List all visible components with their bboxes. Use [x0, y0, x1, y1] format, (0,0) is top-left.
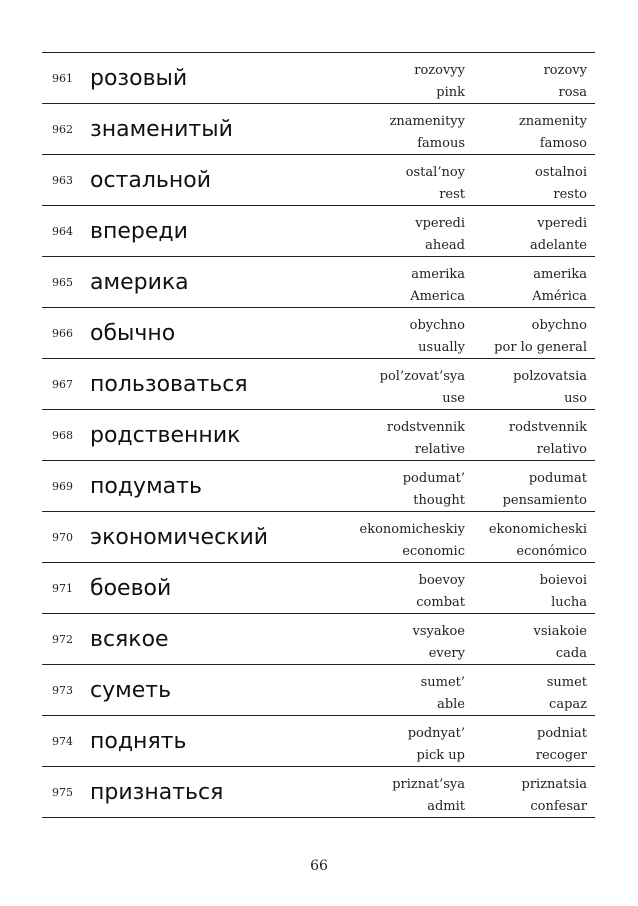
transliteration-english-cell [325, 111, 465, 155]
english-translation: famous [417, 136, 465, 151]
transliteration-spanish-cell [467, 213, 587, 257]
transliteration-english-cell [325, 519, 465, 563]
russian-word: впереди [90, 218, 188, 244]
transliteration-english-cell [325, 60, 465, 104]
english-translation: usually [418, 340, 465, 355]
spanish-translation: por lo general [494, 340, 587, 355]
table-row [42, 104, 595, 155]
transliteration: podnyat’ [407, 726, 465, 741]
english-translation: economic [402, 544, 465, 559]
spanish-transliteration: rozovy [543, 63, 587, 78]
table-row [42, 308, 595, 359]
transliteration-english-cell [325, 774, 465, 818]
transliteration-spanish-cell [467, 723, 587, 767]
spanish-transliteration: ostalnoi [535, 165, 587, 180]
transliteration-english-cell [325, 570, 465, 614]
transliteration: pol’zovat’sya [379, 369, 465, 384]
english-translation: admit [427, 799, 465, 814]
spanish-transliteration: vperedi [537, 216, 587, 231]
spanish-translation: América [532, 289, 587, 304]
transliteration-english-cell [325, 672, 465, 716]
spanish-translation: famoso [539, 136, 587, 151]
transliteration: amerika [411, 267, 465, 282]
spanish-transliteration: podniat [537, 726, 587, 741]
entry-number: 973 [52, 683, 73, 697]
transliteration: podumat’ [402, 471, 465, 486]
transliteration: ostal’noy [405, 165, 465, 180]
transliteration-spanish-cell [467, 774, 587, 818]
transliteration-english-cell [325, 213, 465, 257]
transliteration: znamenityy [389, 114, 465, 129]
transliteration-spanish-cell [467, 162, 587, 206]
spanish-transliteration: sumet [546, 675, 587, 690]
transliteration-spanish-cell [467, 570, 587, 614]
transliteration: vsyakoe [412, 624, 465, 639]
english-translation: every [428, 646, 465, 661]
transliteration-spanish-cell [467, 111, 587, 155]
transliteration: sumet’ [420, 675, 465, 690]
spanish-transliteration: rodstvennik [508, 420, 587, 435]
table-row [42, 461, 595, 512]
spanish-translation: resto [553, 187, 587, 202]
english-translation: pink [436, 85, 465, 100]
russian-word: экономический [90, 524, 269, 550]
table-row [42, 716, 595, 767]
table-row [42, 563, 595, 614]
russian-word: признаться [90, 779, 224, 805]
table-row [42, 53, 595, 104]
russian-word: пользоваться [90, 371, 248, 397]
russian-word: америка [90, 269, 189, 295]
table-row [42, 512, 595, 563]
russian-word: обычно [90, 320, 176, 346]
russian-word: боевой [90, 575, 172, 601]
entry-number: 962 [52, 122, 73, 136]
spanish-translation: adelante [530, 238, 587, 253]
transliteration: obychno [409, 318, 465, 333]
entry-number: 974 [52, 734, 73, 748]
transliteration-english-cell [325, 264, 465, 308]
table-row [42, 665, 595, 716]
entry-number: 968 [52, 428, 73, 442]
entry-number: 970 [52, 530, 73, 544]
spanish-translation: capaz [549, 697, 587, 712]
vocabulary-table [42, 52, 595, 818]
table-row [42, 206, 595, 257]
entry-number: 972 [52, 632, 73, 646]
transliteration-spanish-cell [467, 315, 587, 359]
transliteration-spanish-cell [467, 621, 587, 665]
table-row [42, 614, 595, 665]
spanish-translation: pensamiento [502, 493, 587, 508]
table-row [42, 359, 595, 410]
russian-word: подумать [90, 473, 202, 499]
spanish-translation: relativo [536, 442, 587, 457]
spanish-translation: económico [516, 544, 587, 559]
russian-word: розовый [90, 65, 188, 91]
entry-number: 961 [52, 71, 73, 85]
russian-word: суметь [90, 677, 172, 703]
russian-word: всякое [90, 626, 169, 652]
english-translation: ahead [425, 238, 465, 253]
transliteration-english-cell [325, 723, 465, 767]
spanish-transliteration: znamenity [518, 114, 587, 129]
entry-number: 975 [52, 785, 73, 799]
transliteration: rodstvennik [386, 420, 465, 435]
entry-number: 965 [52, 275, 73, 289]
transliteration-spanish-cell [467, 417, 587, 461]
spanish-translation: confesar [530, 799, 587, 814]
spanish-translation: recoger [535, 748, 587, 763]
transliteration: rozovyy [414, 63, 465, 78]
spanish-transliteration: polzovatsia [513, 369, 587, 384]
spanish-transliteration: ekonomicheski [488, 522, 587, 537]
entry-number: 971 [52, 581, 73, 595]
spanish-translation: lucha [551, 595, 587, 610]
page-number: 66 [310, 858, 328, 874]
transliteration-english-cell [325, 468, 465, 512]
spanish-transliteration: amerika [533, 267, 587, 282]
russian-word: родственник [90, 422, 241, 448]
table-row [42, 155, 595, 206]
russian-word: знаменитый [90, 116, 233, 142]
entry-number: 963 [52, 173, 73, 187]
english-translation: America [410, 289, 465, 304]
russian-word: остальной [90, 167, 212, 193]
transliteration-english-cell [325, 315, 465, 359]
spanish-translation: uso [564, 391, 587, 406]
transliteration-spanish-cell [467, 468, 587, 512]
transliteration-english-cell [325, 162, 465, 206]
transliteration-spanish-cell [467, 264, 587, 308]
spanish-transliteration: vsiakoie [533, 624, 587, 639]
transliteration: priznat’sya [392, 777, 465, 792]
transliteration-english-cell [325, 621, 465, 665]
transliteration-spanish-cell [467, 60, 587, 104]
transliteration: ekonomicheskiy [359, 522, 465, 537]
english-translation: thought [413, 493, 465, 508]
entry-number: 966 [52, 326, 73, 340]
transliteration-english-cell [325, 366, 465, 410]
spanish-transliteration: obychno [531, 318, 587, 333]
spanish-translation: cada [555, 646, 587, 661]
english-translation: combat [416, 595, 465, 610]
transliteration: boevoy [418, 573, 465, 588]
english-translation: use [442, 391, 465, 406]
spanish-transliteration: podumat [528, 471, 587, 486]
english-translation: rest [439, 187, 465, 202]
english-translation: pick up [416, 748, 465, 763]
spanish-translation: rosa [558, 85, 587, 100]
transliteration-english-cell [325, 417, 465, 461]
spanish-transliteration: priznatsia [521, 777, 587, 792]
spanish-transliteration: boievoi [539, 573, 587, 588]
english-translation: able [437, 697, 465, 712]
transliteration: vperedi [415, 216, 465, 231]
table-row [42, 410, 595, 461]
transliteration-spanish-cell [467, 672, 587, 716]
russian-word: поднять [90, 728, 187, 754]
english-translation: relative [414, 442, 465, 457]
table-row [42, 257, 595, 308]
entry-number: 969 [52, 479, 73, 493]
table-row [42, 767, 595, 818]
transliteration-spanish-cell [467, 519, 587, 563]
transliteration-spanish-cell [467, 366, 587, 410]
entry-number: 964 [52, 224, 73, 238]
entry-number: 967 [52, 377, 73, 391]
